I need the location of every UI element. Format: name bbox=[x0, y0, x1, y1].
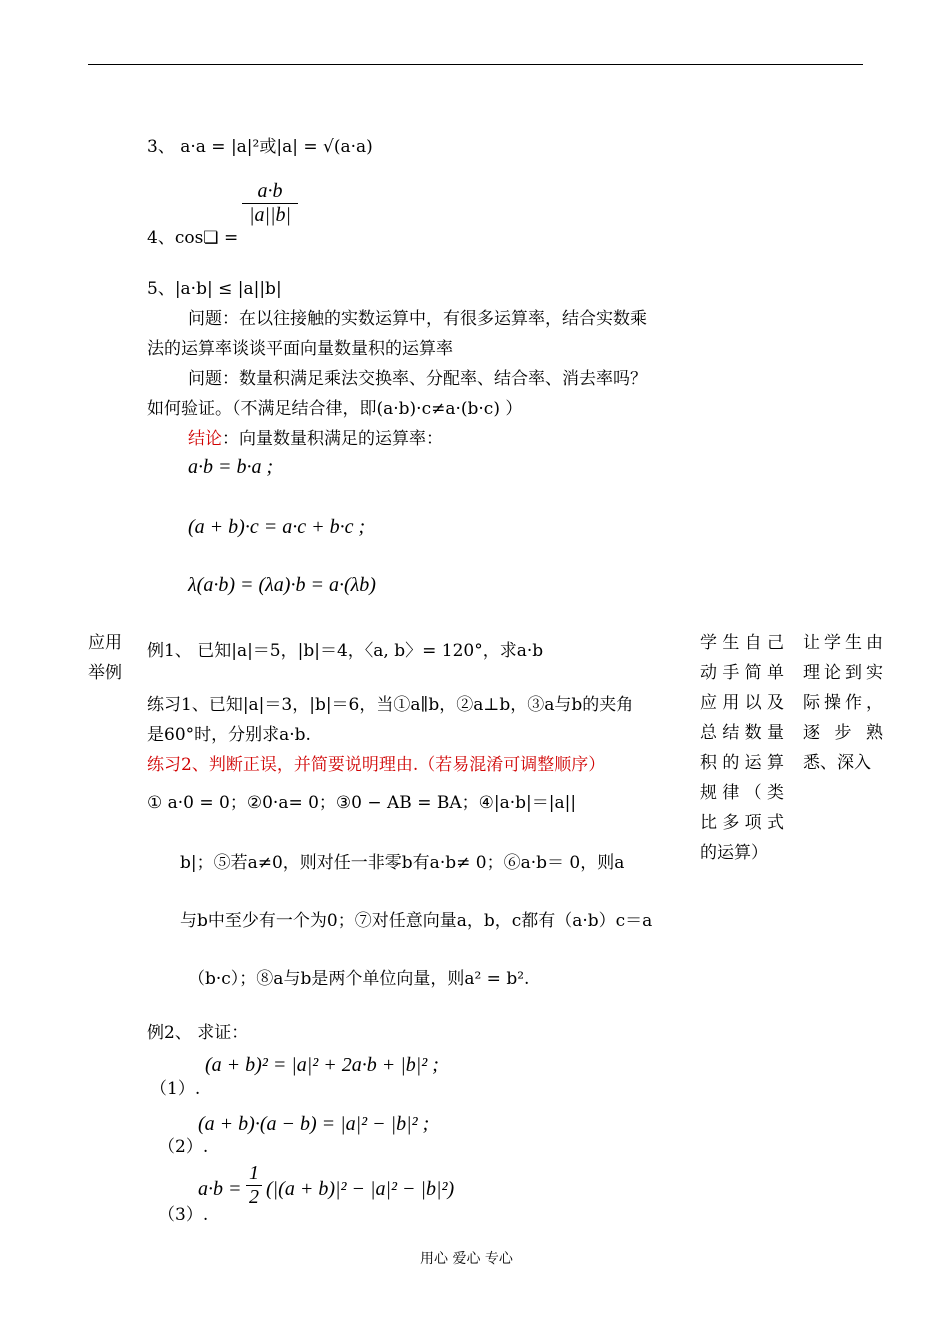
question-1-cont: 法的运算率谈谈平面向量数量积的运算率 bbox=[147, 339, 453, 359]
question-1: 问题：在以往接触的实数运算中，有很多运算率，结合实数乘 bbox=[188, 309, 647, 329]
proof-1-label: （1）. bbox=[150, 1079, 201, 1099]
formula-5: 5、|a·b| ≤ |a||b| bbox=[147, 279, 282, 299]
proof-1-formula: (a + b)² = |a|² + 2a·b + |b|² ; bbox=[205, 1054, 439, 1076]
teaching-goal-column: 让学生由理论到实际操作，逐步熟悉、深入 bbox=[803, 633, 883, 773]
practice-2-line-2: b|；⑤若a≠0，则对任一非零b有a·b≠ 0；⑥a·b＝ 0，则a bbox=[180, 853, 625, 873]
formula-3: 3、 a·a = |a|²或|a| = √(a·a) bbox=[147, 137, 373, 157]
practice-2-title: 练习2、判断正误，并简要说明理由.（若易混淆可调整顺序） bbox=[147, 755, 606, 775]
practice-1-cont: 是60°时，分别求a·b. bbox=[147, 725, 311, 745]
proof-3-denominator: 2 bbox=[246, 1185, 262, 1209]
student-activity-column: 学生自己动手简单应用以及总结数量积的运算规律（类比多项式的运算） bbox=[700, 633, 784, 863]
proof-3-numerator: 1 bbox=[249, 1162, 259, 1184]
formula-4-denominator: |a||b| bbox=[242, 203, 298, 227]
proof-3-left: a·b = bbox=[198, 1178, 242, 1200]
formula-4-numerator: a·b bbox=[257, 180, 283, 202]
header-rule bbox=[88, 64, 863, 65]
practice-2-line-3: 与b中至少有一个为0；⑦对任意向量a，b，c都有（a·b）c＝a bbox=[180, 911, 653, 931]
question-2-cont: 如何验证。（不满足结合律，即(a·b)·c≠a·(b·c) ） bbox=[147, 399, 523, 419]
proof-3-right: (|(a + b)|² − |a|² − |b|²) bbox=[266, 1178, 455, 1200]
conclusion-text: ：向量数量积满足的运算率： bbox=[222, 429, 443, 449]
example-1: 例1、 已知|a|＝5，|b|＝4，〈a, b〉= 120°，求a·b bbox=[147, 641, 544, 661]
proof-2-formula: (a + b)·(a − b) = |a|² − |b|² ; bbox=[198, 1113, 430, 1135]
proof-2-label: （2）. bbox=[158, 1137, 209, 1157]
practice-1: 练习1、已知|a|＝3，|b|＝6，当①a∥b，②a⊥b，③a与b的夹角 bbox=[147, 695, 634, 715]
practice-2-line-4: （b·c）；⑧a与b是两个单位向量，则a² = b². bbox=[188, 969, 530, 989]
question-2: 问题：数量积满足乘法交换率、分配率、结合率、消去率吗？ bbox=[188, 369, 647, 389]
formula-4-prefix: 4、cos❏ = bbox=[147, 228, 239, 248]
example-2: 例2、 求证： bbox=[147, 1023, 249, 1043]
proof-3-label: （3）. bbox=[158, 1205, 209, 1225]
section-label: 应用举例 bbox=[88, 633, 122, 683]
law-scalar: λ(a·b) = (λa)·b = a·(λb) bbox=[188, 574, 376, 596]
practice-2-line-1: ① a·0 = 0；②0·a= 0；③0 − AB = BA；④|a·b|＝|a|| bbox=[147, 793, 577, 813]
law-commutative: a·b = b·a ; bbox=[188, 456, 274, 478]
formula-4-fraction bbox=[242, 180, 298, 227]
footer: 用心 爱心 专心 bbox=[420, 1251, 513, 1267]
law-distributive: (a + b)·c = a·c + b·c ; bbox=[188, 516, 366, 538]
conclusion bbox=[188, 424, 443, 449]
conclusion-label: 结论 bbox=[188, 429, 222, 449]
proof-3-half bbox=[246, 1162, 262, 1209]
